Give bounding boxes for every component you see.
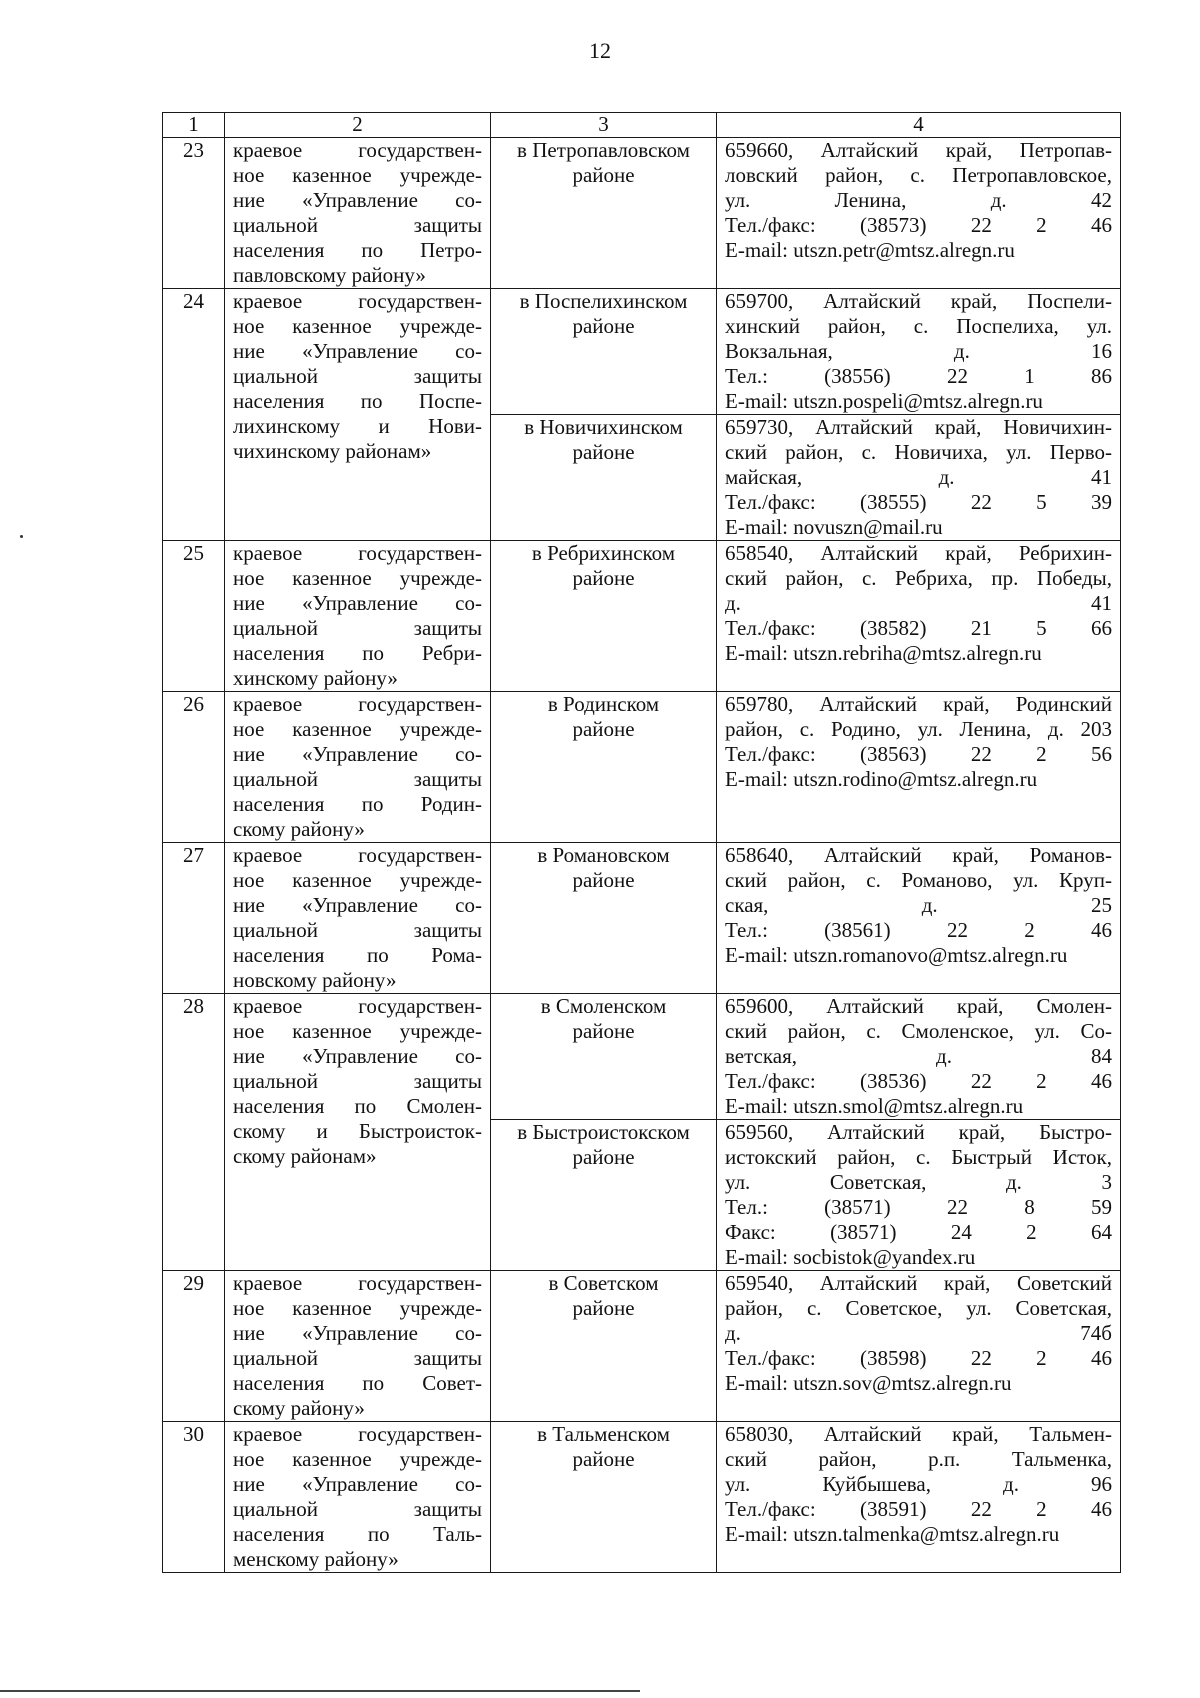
text-line: истокский район, с. Быстрый Исток, [725,1145,1112,1169]
text-line: циальной защиты [233,213,482,237]
district-name [491,1271,717,1422]
text-line: населения по Петро- [233,238,482,262]
text-line: циальной защиты [233,616,482,640]
text-line: Тел./факс: (38598) 22 2 46 [725,1346,1112,1370]
text-line: д. 74б [725,1321,1112,1345]
text-line: краевое государствен- [233,138,482,162]
table-row [163,541,1121,692]
text-line: ное казенное учрежде- [233,1296,482,1320]
text-line: ская, д. 25 [725,893,1112,917]
text-line: E-mail: utszn.pospeli@mtsz.alregn.ru [725,389,1043,413]
text-line: ветская, д. 84 [725,1044,1112,1068]
row-number: 23 [163,138,225,289]
text-line: E-mail: utszn.talmenka@mtsz.alregn.ru [725,1522,1060,1546]
column-header: 3 [491,113,717,138]
text-line: ние «Управление со- [233,591,482,615]
district-name [491,541,717,692]
text-line: ский район, с. Ребриха, пр. Победы, [725,566,1112,590]
text-line: в Новичихинском [524,415,683,439]
text-line: ул. Советская, д. 3 [725,1170,1112,1194]
text-line: E-mail: utszn.sov@mtsz.alregn.ru [725,1371,1012,1395]
row-number: 25 [163,541,225,692]
text-line: павловскому району» [233,263,426,287]
text-line: населения по Родин- [233,792,482,816]
institution-name [225,843,491,994]
text-line: ние «Управление со- [233,1472,482,1496]
table-header-row [163,113,1121,138]
contact-details [717,1271,1121,1422]
text-line: населения по Совет- [233,1371,482,1395]
institution-name [225,994,491,1271]
text-line: ский район, с. Романово, ул. Круп- [725,868,1112,892]
text-line: краевое государствен- [233,541,482,565]
text-line: циальной защиты [233,767,482,791]
text-line: населения по Смолен- [233,1094,482,1118]
column-header: 1 [163,113,225,138]
text-line: в Петропавловском [517,138,690,162]
contact-details [717,289,1121,415]
text-line: районе [572,1447,635,1471]
text-line: хинскому району» [233,666,398,690]
text-line: скому и Быстроисток- [233,1119,482,1143]
table-row [163,692,1121,843]
text-line: ловский район, с. Петропавловское, [725,163,1112,187]
text-line: Тел.: (38556) 22 1 86 [725,364,1112,388]
text-line: 659660, Алтайский край, Петропав- [725,138,1112,162]
text-line: д. 41 [725,591,1112,615]
district-name [491,994,717,1120]
institution-name [225,692,491,843]
text-line: Факс: (38571) 24 2 64 [725,1220,1112,1244]
text-line: 659700, Алтайский край, Поспели- [725,289,1112,313]
text-line: циальной защиты [233,1346,482,1370]
text-line: E-mail: novuszn@mail.ru [725,515,943,539]
text-line: в Поспелихинском [519,289,688,313]
text-line: ное казенное учрежде- [233,717,482,741]
text-line: Тел./факс: (38573) 22 2 46 [725,213,1112,237]
text-line: лихинскому и Нови- [233,414,482,438]
text-line: майская, д. 41 [725,465,1112,489]
text-line: ние «Управление со- [233,1044,482,1068]
text-line: в Ребрихинском [531,541,676,565]
row-number: 29 [163,1271,225,1422]
row-number: 28 [163,994,225,1271]
row-number: 30 [163,1422,225,1573]
text-line: населения по Рома- [233,943,482,967]
text-line: ский район, с. Новичиха, ул. Перво- [725,440,1112,464]
district-name [491,692,717,843]
table-row [163,138,1121,289]
text-line: 659730, Алтайский край, Новичихин- [725,415,1112,439]
table-row [163,1422,1121,1573]
text-line: ние «Управление со- [233,339,482,363]
column-header: 2 [225,113,491,138]
text-line: новскому району» [233,968,397,992]
text-line: Тел./факс: (38582) 21 5 66 [725,616,1112,640]
text-line: чихинскому районам» [233,439,432,463]
institution-name [225,138,491,289]
contact-details [717,541,1121,692]
text-line: циальной защиты [233,364,482,388]
district-name [491,289,717,415]
text-line: в Романовском [537,843,670,867]
text-line: E-mail: utszn.petr@mtsz.alregn.ru [725,238,1015,262]
table-row [163,289,1121,415]
text-line: в Быстроистокском [517,1120,690,1144]
district-name [491,415,717,541]
text-line: скому району» [233,1396,365,1420]
text-line: населения по Поспе- [233,389,482,413]
text-line: Тел./факс: (38555) 22 5 39 [725,490,1112,514]
text-line: районе [572,868,635,892]
contact-details [717,415,1121,541]
text-line: в Смоленском [540,994,667,1018]
text-line: краевое государствен- [233,994,482,1018]
table-row [163,1271,1121,1422]
contact-details [717,1422,1121,1573]
text-line: 658640, Алтайский край, Романов- [725,843,1112,867]
text-line: населения по Таль- [233,1522,482,1546]
text-line: ние «Управление со- [233,188,482,212]
text-line: Тел./факс: (38536) 22 2 46 [725,1069,1112,1093]
row-number: 26 [163,692,225,843]
district-name [491,1120,717,1271]
text-line: районе [572,163,635,187]
text-line: район, с. Советское, ул. Советская, [725,1296,1112,1320]
contact-details [717,994,1121,1120]
contact-details [717,692,1121,843]
text-line: циальной защиты [233,1497,482,1521]
contact-details [717,1120,1121,1271]
text-line: Вокзальная, д. 16 [725,339,1112,363]
text-line: E-mail: utszn.rodino@mtsz.alregn.ru [725,767,1038,791]
text-line: E-mail: socbistok@yandex.ru [725,1245,976,1269]
district-name [491,843,717,994]
text-line: ное казенное учрежде- [233,1019,482,1043]
row-number: 27 [163,843,225,994]
text-line: 658540, Алтайский край, Ребрихин- [725,541,1112,565]
text-line: ский район, с. Смоленское, ул. Со- [725,1019,1112,1043]
contact-details [717,138,1121,289]
text-line: E-mail: utszn.rebriha@mtsz.alregn.ru [725,641,1042,665]
text-line: районе [572,1296,635,1320]
text-line: ное казенное учрежде- [233,1447,482,1471]
text-line: E-mail: utszn.smol@mtsz.alregn.ru [725,1094,1024,1118]
text-line: циальной защиты [233,1069,482,1093]
text-line: 659600, Алтайский край, Смолен- [725,994,1112,1018]
text-line: ние «Управление со- [233,893,482,917]
district-name [491,138,717,289]
text-line: 659560, Алтайский край, Быстро- [725,1120,1112,1144]
text-line: краевое государствен- [233,289,482,313]
text-line: ский район, р.п. Тальменка, [725,1447,1112,1471]
text-line: ное казенное учрежде- [233,868,482,892]
text-line: район, с. Родино, ул. Ленина, д. 203 [725,717,1112,741]
text-line: ное казенное учрежде- [233,163,482,187]
text-line: в Родинском [547,692,660,716]
text-line: ул. Куйбышева, д. 96 [725,1472,1112,1496]
text-line: районе [572,1019,635,1043]
text-line: 658030, Алтайский край, Тальмен- [725,1422,1112,1446]
text-line: ние «Управление со- [233,742,482,766]
text-line: хинский район, с. Поспелиха, ул. [725,314,1112,338]
text-line: Тел.: (38571) 22 8 59 [725,1195,1112,1219]
text-line: районе [572,440,635,464]
row-number: 24 [163,289,225,541]
text-line: районе [572,314,635,338]
text-line: Тел./факс: (38591) 22 2 46 [725,1497,1112,1521]
text-line: ул. Ленина, д. 42 [725,188,1112,212]
text-line: ное казенное учрежде- [233,314,482,338]
text-line: Тел.: (38561) 22 2 46 [725,918,1112,942]
text-line: краевое государствен- [233,1271,482,1295]
text-line: E-mail: utszn.romanovo@mtsz.alregn.ru [725,943,1068,967]
table-row [163,994,1121,1120]
institution-name [225,1422,491,1573]
institution-name [225,289,491,541]
column-header: 4 [717,113,1121,138]
text-line: менскому району» [233,1547,399,1571]
text-line: краевое государствен- [233,692,482,716]
page-number: 12 [589,38,611,63]
text-line: в Тальменском [537,1422,670,1446]
scan-speck [20,535,23,538]
institution-name [225,1271,491,1422]
contact-details [717,843,1121,994]
text-line: ние «Управление со- [233,1321,482,1345]
text-line: в Советском [548,1271,659,1295]
text-line: скому району» [233,817,365,841]
text-line: краевое государствен- [233,843,482,867]
text-line: районе [572,566,635,590]
institution-name [225,541,491,692]
district-name [491,1422,717,1573]
text-line: циальной защиты [233,918,482,942]
text-line: районе [572,1145,635,1169]
table-row [163,843,1121,994]
text-line: 659540, Алтайский край, Советский [725,1271,1112,1295]
institutions-table [162,112,1121,1573]
text-line: краевое государствен- [233,1422,482,1446]
text-line: населения по Ребри- [233,641,482,665]
text-line: районе [572,717,635,741]
scan-bottom-edge [0,1690,640,1692]
text-line: 659780, Алтайский край, Родинский [725,692,1112,716]
text-line: ное казенное учрежде- [233,566,482,590]
text-line: скому районам» [233,1144,377,1168]
text-line: Тел./факс: (38563) 22 2 56 [725,742,1112,766]
